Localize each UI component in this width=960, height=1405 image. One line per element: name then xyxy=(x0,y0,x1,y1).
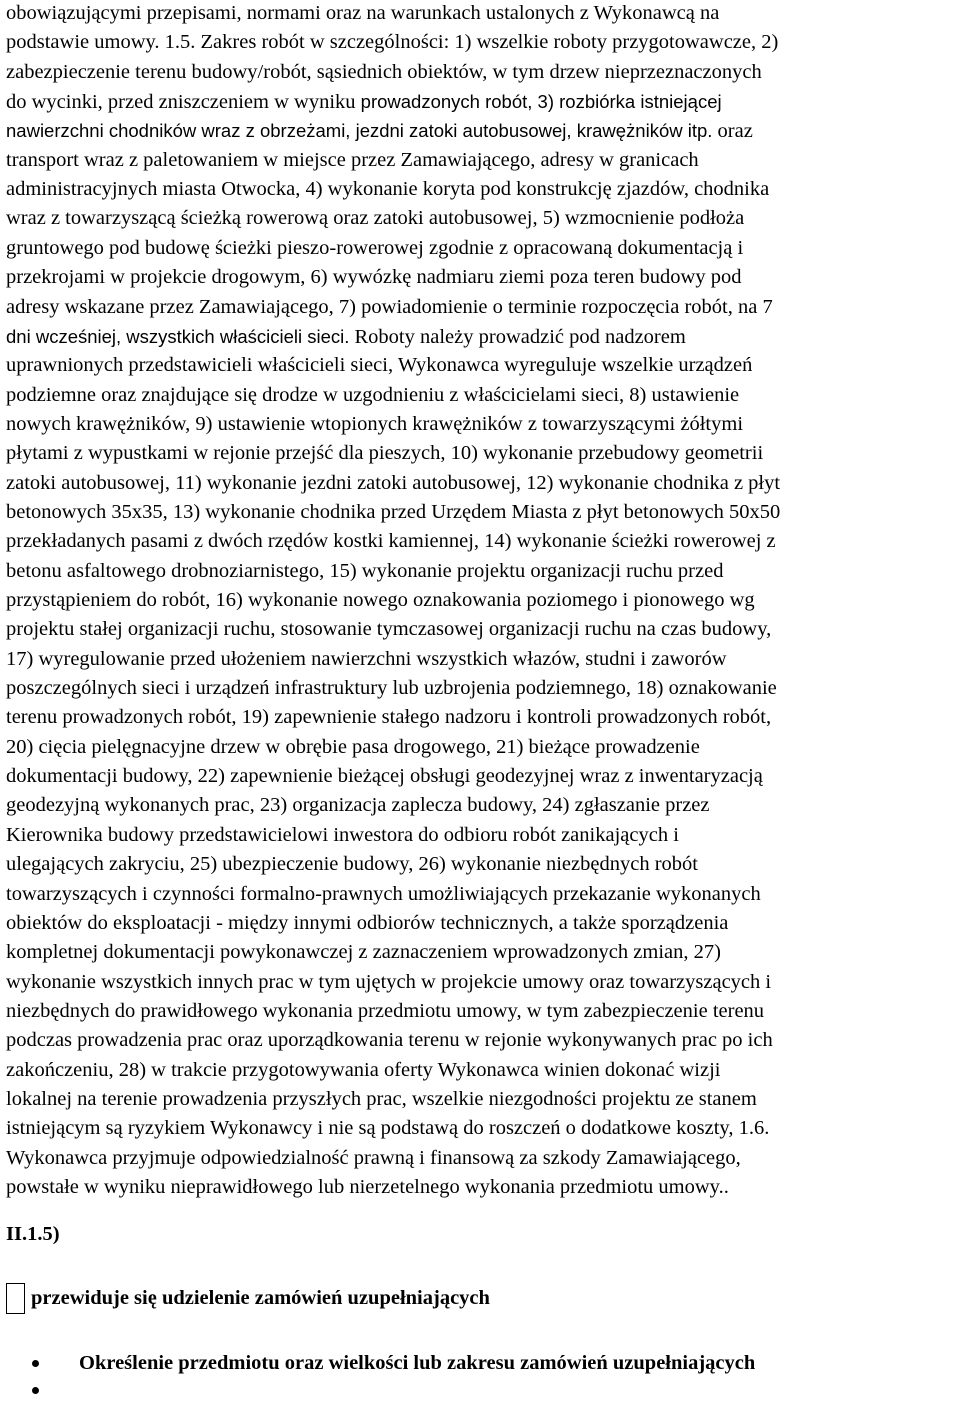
text-segment: dokumentacji budowy, 22) zapewnienie bieżącej obsługi geodezyjnej wraz z inwentaryzacją xyxy=(6,765,763,788)
bullet-item xyxy=(32,1376,79,1405)
text-line xyxy=(6,1056,721,1085)
text-line xyxy=(6,351,752,380)
text-segment: powstałe w wyniku nieprawidłowego lub nierzetelnego wykonania przedmiotu umowy.. xyxy=(6,1176,729,1198)
text-line xyxy=(6,381,739,410)
bullet-dot-icon xyxy=(32,1387,39,1394)
text-segment: przystąpieniem do robót, 16) wykonanie nowego oznakowania poziomego i pionowego wg xyxy=(6,589,755,611)
text-segment: podczas prowadzenia prac oraz uporządkowania terenu w rejonie wykonywanych prac po ich xyxy=(6,1029,773,1052)
text-segment: dni wcześniej, wszystkich właścicieli sieci. xyxy=(6,325,350,347)
text-line xyxy=(6,1144,741,1173)
text-segment: nawierzchni chodników wraz z obrzeżami, jezdni zatoki autobusowej, krawężników itp. xyxy=(6,120,713,142)
text-segment: terenu prowadzonych robót, 19) zapewnienie stałego nadzoru i kontroli prowadzonych robót, xyxy=(6,706,772,729)
text-line xyxy=(6,469,780,498)
text-segment: istniejącym są ryzykiem Wykonawcy i nie są podstawą do roszczeń o dodatkowe koszty, 1.6. xyxy=(6,1117,770,1140)
text-segment: podstawie umowy. 1.5. Zakres robót w szczególności: 1) wszelkie roboty przygotowawcze, 2) xyxy=(6,31,779,54)
text-line xyxy=(6,1085,757,1114)
text-line xyxy=(6,586,755,615)
text-line xyxy=(6,703,771,732)
text-segment: do wycinki, przed zniszczeniem w wyniku xyxy=(6,91,361,114)
text-segment: kompletnej dokumentacji powykonawczej z zaznaczeniem wprowadzonych zmian, 27) xyxy=(6,941,721,964)
section-heading: II.1.5) xyxy=(6,1223,60,1245)
text-line xyxy=(6,762,763,791)
text-segment: prowadzonych robót, 3) rozbiórka istniejącej xyxy=(360,91,722,113)
text-line xyxy=(6,1114,769,1143)
text-line xyxy=(6,439,763,468)
text-line xyxy=(6,116,753,145)
text-line xyxy=(6,498,780,527)
text-segment: transport wraz z paletowaniem w miejsce przez Zamawiającego, adresy w granicach xyxy=(6,148,699,171)
text-segment: zakończeniu, 28) w trakcie przygotowywania oferty Wykonawca winien dokonać wizji xyxy=(6,1058,721,1081)
text-segment: wraz z towarzyszącą ścieżką rowerową oraz zatoki autobusowej, 5) wzmocnienie podłoża xyxy=(6,207,745,230)
text-segment: niezbędnych do prawidłowego wykonania przedmiotu umowy, w tym zabezpieczenie terenu xyxy=(6,999,765,1022)
text-line xyxy=(6,909,728,938)
text-segment: betonu asfaltowego drobnoziarnistego, 15) wykonanie projektu organizacji ruchu przed xyxy=(6,559,724,582)
text-segment: gruntowego pod budowę ścieżki pieszo-rowerowej zgodnie z opracowaną dokumentacją i xyxy=(6,236,744,259)
text-line xyxy=(6,938,721,967)
text-line xyxy=(6,87,722,116)
text-segment: obowiązującymi przepisami, normami oraz na warunkach ustalonych z Wykonawcą na xyxy=(6,2,720,24)
text-line xyxy=(6,880,761,909)
text-line xyxy=(6,175,769,204)
text-line xyxy=(6,850,698,879)
text-segment: geodezyjną wykonanych prac, 23) organizacja zaplecza budowy, 24) zgłaszanie przez xyxy=(6,794,710,817)
text-segment: ulegających zakryciu, 25) ubezpieczenie budowy, 26) wykonanie niezbędnych robót xyxy=(6,853,698,876)
text-line xyxy=(6,968,771,997)
checkbox-label: przewiduje się udzielenie zamówień uzupełniających xyxy=(31,1286,490,1309)
text-segment: obiektów do eksploatacji - między innymi odbiorów technicznych, a także sporządzenia xyxy=(6,911,729,934)
text-line xyxy=(6,410,743,439)
text-line xyxy=(6,1026,773,1055)
text-segment: Kierownika budowy przedstawicielowi inwestora do odbioru robót zanikających i xyxy=(6,823,679,846)
text-segment: adresy wskazane przez Zamawiającego, 7) powiadomienie o terminie rozpoczęcia robót, na 7 xyxy=(6,295,773,318)
text-segment: administracyjnych miasta Otwocka, 4) wykonanie koryta pod konstrukcję zjazdów, chodnika xyxy=(6,178,770,201)
text-segment: zabezpieczenie terenu budowy/robót, sąsiednich obiektów, w tym drzew nieprzeznaczonych xyxy=(6,60,762,83)
text-line xyxy=(6,322,686,351)
text-segment: nowych krawężników, 9) ustawienie wtopionych krawężników z towarzyszącymi żółtymi xyxy=(6,412,744,435)
bullet-dot-icon xyxy=(32,1360,39,1367)
text-segment: zatoki autobusowej, 11) wykonanie jezdni zatoki autobusowej, 12) wykonanie chodnika z płyt xyxy=(6,471,781,494)
bullet-item xyxy=(32,1349,755,1378)
text-segment: uprawnionych przedstawicieli właścicieli sieci, Wykonawca wyreguluje wszelkie urządzeń xyxy=(6,354,753,377)
text-segment: lokalnej na terenie prowadzenia przyszłych prac, wszelkie niezgodności projektu ze stanem xyxy=(6,1087,757,1110)
text-segment: podziemne oraz znajdujące się drodze w uzgodnieniu z właścicielami sieci, 8) ustawienie xyxy=(6,383,740,406)
text-segment: betonowych 35x35, 13) wykonanie chodnika przed Urzędem Miasta z płyt betonowych 50x50 xyxy=(6,500,781,523)
text-segment: projektu stałej organizacji ruchu, stosowanie tymczasowej organizacji ruchu na czas budowy, xyxy=(6,618,772,641)
text-segment: 17) wyregulowanie przed ułożeniem nawierzchni wszystkich włazów, studni i zaworów xyxy=(6,647,727,670)
text-segment: Roboty należy prowadzić pod nadzorem xyxy=(349,325,686,348)
text-line xyxy=(6,1173,729,1202)
text-segment: Wykonawca przyjmuje odpowiedzialność prawną i finansową za szkody Zamawiającego, xyxy=(6,1146,741,1169)
text-segment: oraz xyxy=(712,120,753,143)
text-line xyxy=(6,204,744,233)
text-line xyxy=(6,58,762,87)
text-line xyxy=(6,0,719,28)
text-segment: przekładanych pasami z dwóch rzędów kostki kamiennej, 14) wykonanie ścieżki rowerowej z xyxy=(6,530,776,553)
text-line xyxy=(6,733,700,762)
text-line xyxy=(6,821,679,850)
bullet-text: Określenie przedmiotu oraz wielkości lub zakresu zamówień uzupełniających xyxy=(79,1352,756,1374)
checkbox-row[interactable] xyxy=(6,1281,490,1315)
text-segment: 20) cięcia pielęgnacyjne drzew w obrębie pasa drogowego, 21) bieżące prowadzenie xyxy=(6,735,700,758)
text-line xyxy=(6,263,742,292)
text-segment: poszczególnych sieci i urządzeń infrastruktury lub uzbrojenia podziemnego, 18) oznakowanie xyxy=(6,677,777,700)
text-line xyxy=(6,615,771,644)
text-line xyxy=(6,557,723,586)
text-line xyxy=(6,791,710,820)
checkbox-box[interactable] xyxy=(6,1283,25,1314)
text-line xyxy=(6,28,778,57)
text-line xyxy=(6,645,727,674)
text-segment: wykonanie wszystkich innych prac w tym ujętych w projekcie umowy oraz towarzyszących i xyxy=(6,970,772,993)
text-line xyxy=(6,293,773,322)
text-line xyxy=(6,527,776,556)
text-line xyxy=(6,146,699,175)
text-segment: przekrojami w projekcie drogowym, 6) wywózkę nadmiaru ziemi poza teren budowy pod xyxy=(6,266,742,289)
text-line xyxy=(6,234,743,263)
text-line xyxy=(6,674,777,703)
text-segment: płytami z wypustkami w rejonie przejść dla pieszych, 10) wykonanie przebudowy geometrii xyxy=(6,442,764,465)
text-line xyxy=(6,997,764,1026)
text-segment: towarzyszących i czynności formalno-prawnych umożliwiających przekazanie wykonanych xyxy=(6,882,761,905)
